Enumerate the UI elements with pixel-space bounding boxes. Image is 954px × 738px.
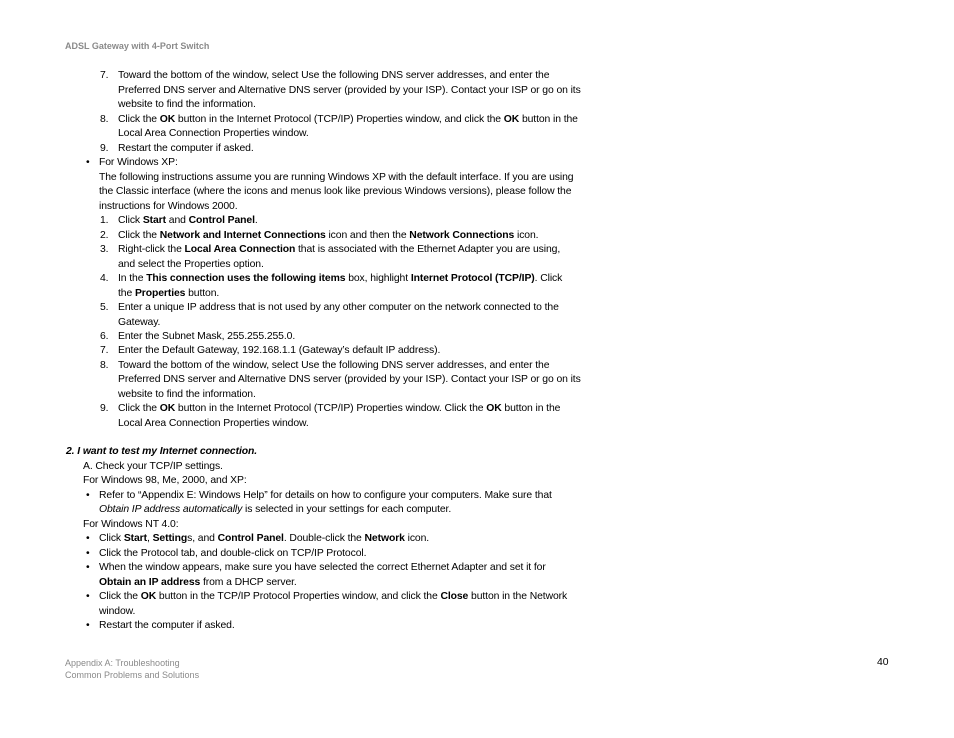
step-text: Click Start and Control Panel.: [118, 215, 258, 226]
page-number: 40: [877, 657, 889, 668]
section-heading: 2. I want to test my Internet connection.: [66, 446, 258, 457]
step-text: the Properties button.: [118, 287, 220, 299]
bullet-text: Click the Protocol tab, and double-click on TCP/IP Protocol.: [99, 547, 367, 559]
step-number: 7.: [100, 70, 109, 81]
bullet: •: [86, 547, 90, 559]
step-number: 7.: [100, 345, 109, 356]
substep-text: A. Check your TCP/IP settings.: [83, 460, 223, 472]
footer-chapter: Appendix A: Troubleshooting: [65, 658, 180, 668]
step-text: Gateway.: [118, 316, 161, 328]
step-number: 8.: [100, 113, 109, 125]
bullet-text: Refer to “Appendix E: Windows Help” for details on how to configure your computers. Make sure that: [99, 489, 552, 501]
bullet-text: Obtain IP address automatically is selected in your settings for each computer.: [99, 504, 452, 515]
bullet-text: Obtain an IP address from a DHCP server.: [99, 576, 297, 588]
step-number: 6.: [100, 331, 109, 342]
os-label: For Windows 98, Me, 2000, and XP:: [83, 475, 247, 486]
bullet: •: [86, 562, 90, 573]
step-text: Click the OK button in the Internet Protocol (TCP/IP) Properties window. Click the OK button in the: [118, 403, 561, 414]
step-number: 9.: [100, 403, 109, 414]
running-header: ADSL Gateway with 4-Port Switch: [65, 41, 210, 51]
step-text: Local Area Connection Properties window.: [118, 417, 309, 429]
bullet-text: For Windows XP:: [99, 157, 178, 168]
step-text: Enter the Default Gateway, 192.168.1.1 (Gateway’s default IP address).: [118, 345, 441, 356]
step-number: 4.: [100, 273, 109, 284]
step-text: Preferred DNS server and Alternative DNS server (provided by your ISP). Contact your ISP or go on its: [118, 374, 581, 385]
bullet-text: When the window appears, make sure you have selected the correct Ethernet Adapter and set it for: [99, 562, 546, 573]
bullet: •: [86, 157, 90, 168]
bullet: •: [86, 591, 90, 602]
step-number: 2.: [100, 229, 109, 241]
step-number: 9.: [100, 142, 109, 154]
paragraph-text: the Classic interface (where the icons and menus look like previous Windows versions), please follow the: [99, 186, 572, 197]
os-label: For Windows NT 4.0:: [83, 518, 179, 530]
step-text: Enter a unique IP address that is not used by any other computer on the network connected to the: [118, 302, 559, 313]
paragraph-text: The following instructions assume you are running Windows XP with the default interface. If you are using: [99, 171, 574, 183]
bullet: •: [86, 620, 90, 631]
step-text: Enter the Subnet Mask, 255.255.255.0.: [118, 331, 296, 342]
step-text: website to find the information.: [118, 388, 256, 400]
step-number: 8.: [100, 359, 109, 371]
bullet-text: Click the OK button in the TCP/IP Protocol Properties window, and click the Close button in the Network: [99, 591, 568, 602]
bullet-text: window.: [99, 605, 136, 617]
step-text: Restart the computer if asked.: [118, 142, 254, 154]
step-text: Click the OK button in the Internet Protocol (TCP/IP) Properties window, and click the OK button in the: [118, 113, 578, 125]
bullet-text: Restart the computer if asked.: [99, 620, 235, 631]
step-number: 3.: [100, 244, 109, 255]
step-number: 1.: [100, 215, 109, 226]
step-text: Toward the bottom of the window, select Use the following DNS server addresses, and enter the: [118, 359, 550, 371]
step-text: Local Area Connection Properties window.: [118, 128, 309, 139]
step-text: In the This connection uses the following items box, highlight Internet Protocol (TCP/IP). Click: [118, 273, 563, 284]
step-text: Preferred DNS server and Alternative DNS server (provided by your ISP). Contact your ISP or go on its: [118, 84, 581, 96]
step-text: Right-click the Local Area Connection that is associated with the Ethernet Adapter you are using,: [118, 244, 561, 255]
bullet: •: [86, 489, 90, 501]
step-text: and select the Properties option.: [118, 258, 264, 270]
step-text: Toward the bottom of the window, select Use the following DNS server addresses, and enter the: [118, 70, 550, 81]
bullet-text: Click Start, Settings, and Control Panel. Double-click the Network icon.: [99, 533, 430, 544]
step-text: website to find the information.: [118, 99, 256, 110]
step-text: Click the Network and Internet Connections icon and then the Network Connections icon.: [118, 229, 539, 241]
bullet: •: [86, 533, 90, 544]
step-number: 5.: [100, 302, 109, 313]
footer-section: Common Problems and Solutions: [65, 670, 200, 680]
paragraph-text: instructions for Windows 2000.: [99, 200, 238, 212]
